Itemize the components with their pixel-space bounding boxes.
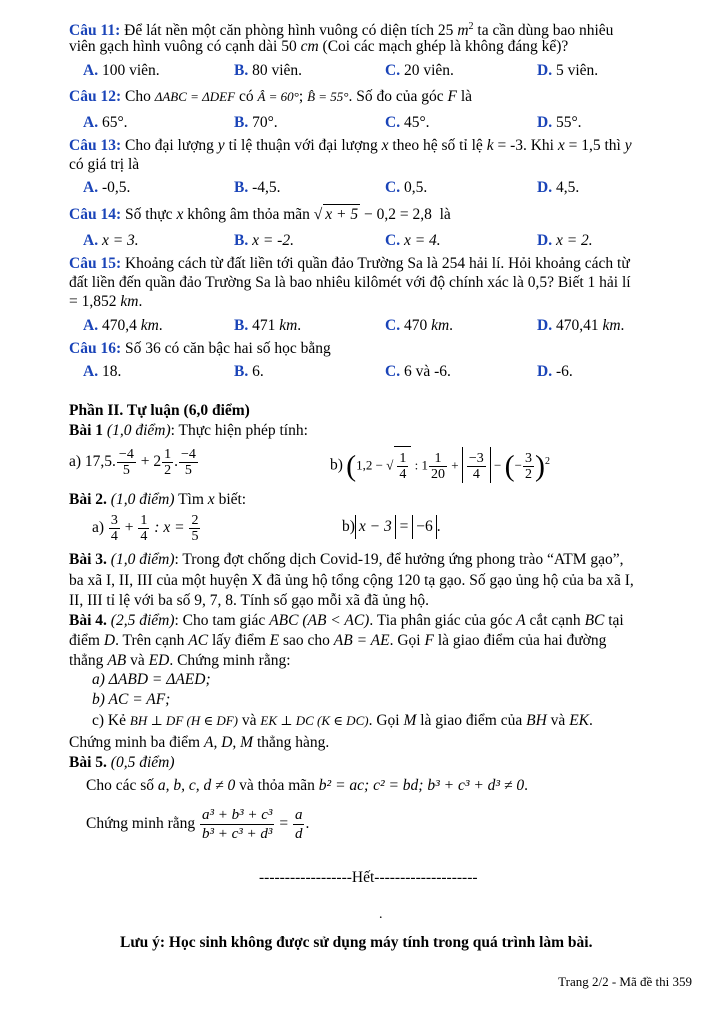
bai-2-part-a: a) $\frac{3}{4}$ + $\frac{1}{4}$ : x = $\frac{2}{5}$: [92, 512, 199, 544]
bai-4-line-1: Bài 4. (2,5 điểm): Cho tam giác ABC (AB < AC). Tia phân giác của góc A cắt cạnh BC tại: [69, 612, 624, 629]
q12-option-c: C. 45°.: [385, 114, 430, 131]
question-13-line-2: có giá trị là: [69, 156, 140, 173]
q14-option-d: D. x = 2.: [537, 232, 593, 249]
bai-1-part-b: b) (1,2 − √ $\frac{1}{4}$ : 1 $\frac{1}{20}$ + $\frac{-3}{4}$ − (− $\frac{3}{2}$ )$^2$: [330, 444, 550, 483]
bai-1-heading: Bài 1 (1,0 điểm): Thực hiện phép tính:: [69, 422, 308, 439]
triangle-equality: ΔABC = ΔDEF: [154, 89, 236, 104]
q11-option-b: B. 80 viên.: [234, 62, 303, 79]
stray-dot: .: [379, 907, 383, 922]
question-11-label: Câu 11:: [69, 22, 121, 40]
angle-b: B̂ = 55°: [307, 89, 349, 104]
bai-5-line-1: Cho các số a, b, c, d ≠ 0 và thỏa mãn b² = ac; c² = bd; b³ + c³ + d³ ≠ 0.: [86, 777, 528, 794]
question-14-line-1: Câu 14: Số thực x không âm thỏa mãn √ x + 5 − 0,2 = 2,8 là: [69, 206, 451, 223]
q13-option-d: D. 4,5.: [537, 179, 580, 196]
q15-option-d: D. 470,41 km.: [537, 317, 625, 334]
q14-option-c: C. x = 4.: [385, 232, 441, 249]
q11-option-d: D. 5 viên.: [537, 62, 599, 79]
angle-a: Â = 60°: [257, 89, 299, 104]
q13-option-c: C. 0,5.: [385, 179, 428, 196]
unit-m: m: [457, 22, 469, 40]
bai-4-line-3: thẳng AB và ED. Chứng minh rằng:: [69, 652, 291, 669]
question-11-text-2: ta cần dùng bao nhiêu: [473, 22, 614, 40]
unit-cm: cm: [300, 38, 319, 55]
end-marker: ------------------Hết--------------------: [259, 869, 478, 886]
bai-2-part-b: b) x − 3 = −6 .: [342, 515, 441, 539]
q16-option-d: D. -6.: [537, 363, 573, 380]
question-11-text-4: (Coi các mạch ghép là không đáng kể)?: [318, 38, 569, 55]
bai-4-line-2: điểm D. Trên cạnh AC lấy điểm E sao cho AB = AE. Gọi F là giao điểm của hai đường: [69, 632, 607, 649]
bai-3-line-1: Bài 3. (1,0 điểm): Trong đợt chống dịch Covid-19, để hưởng ứng phong trào “ATM gạo”,: [69, 551, 624, 568]
q11-option-a: A. 100 viên.: [83, 62, 160, 79]
q16-option-b: B. 6.: [234, 363, 264, 380]
q14-option-a: A. x = 3.: [83, 232, 139, 249]
q16-option-a: A. 18.: [83, 363, 122, 380]
question-14-label: Câu 14:: [69, 206, 122, 223]
q12-option-a: A. 65°.: [83, 114, 128, 131]
question-15-line-1: Câu 15: Khoảng cách từ đất liền tới quần đảo Trường Sa là 254 hải lí. Hỏi khoảng cách từ: [69, 255, 630, 272]
q15-option-c: C. 470 km.: [385, 317, 454, 334]
bai-1-part-a: a) 17,5. $\frac{-4}{5}$ + 2 $\frac{1}{2}$ . $\frac{-4}{5}$: [69, 446, 196, 478]
q12-option-b: B. 70°.: [234, 114, 278, 131]
q15-option-b: B. 471 km.: [234, 317, 302, 334]
question-11-line-2: [69, 37, 568, 57]
bai-4-last-line: Chứng minh ba điểm A, D, M thẳng hàng.: [69, 734, 330, 751]
q12-option-d: D. 55°.: [537, 114, 582, 131]
part-2-heading: Phần II. Tự luận (6,0 điểm): [69, 402, 250, 419]
question-12-label: Câu 12:: [69, 88, 122, 105]
question-15-line-2: đất liền đến quần đảo Trường Sa là bao nhiêu kilômét với độ chính xác là 0,5? Biết 1 hải lí: [69, 274, 631, 291]
sqrt-expression: x + 5: [325, 206, 359, 223]
q13-option-b: B. -4,5.: [234, 179, 281, 196]
question-15-label: Câu 15:: [69, 255, 122, 272]
bai-3-line-3: II, III tỉ lệ với ba số 9, 7, 8. Tính số gạo mỗi xã đã ủng hộ.: [69, 592, 430, 609]
question-11-text: Để lát nền một căn phòng hình vuông có diện tích 25: [124, 22, 458, 40]
q15-option-a: A. 470,4 km.: [83, 317, 163, 334]
bai-4-part-a: a) ΔABD = ΔAED;: [92, 671, 211, 688]
bai-5-line-2: Chứng minh rằng $\frac{\text{a³ + b³ + c³}}{\text{b³ + c³ + d³}}$ = $\frac{a}{d}$ .: [86, 806, 310, 842]
question-16-line-1: Câu 16: Số 36 có căn bậc hai số học bằng: [69, 340, 331, 357]
q11-option-c: C. 20 viên.: [385, 62, 454, 79]
q16-option-c: C. 6 và -6.: [385, 363, 451, 380]
question-11-text-3: viên gạch hình vuông có cạnh dài 50: [69, 38, 301, 55]
page-footer: Trang 2/2 - Mã đề thi 359: [558, 974, 692, 989]
bai-3-line-2: ba xã I, II, III của một huyện X đã ủng hộ tổng cộng 120 tạ gạo. Số gạo ủng hộ của ba xã I,: [69, 572, 634, 589]
bai-5-heading: Bài 5. (0,5 điểm): [69, 754, 175, 771]
bai-4-part-b: b) AC = AF;: [92, 691, 171, 708]
question-13-line-1: Câu 13: Cho đại lượng y tỉ lệ thuận với đại lượng x theo hệ số tỉ lệ k = -3. Khi x = 1,5 thì y: [69, 137, 632, 154]
question-15-line-3: = 1,852 km.: [69, 293, 143, 310]
bai-4-part-c: c) Kẻ BH ⊥ DF (H ∈ DF) và EK ⊥ DC (K ∈ DC). Gọi M là giao điểm của BH và EK.: [92, 712, 593, 729]
note: Lưu ý: Học sinh không được sử dụng máy tính trong quá trình làm bài.: [120, 934, 593, 951]
question-12-line-1: Câu 12: Cho ΔABC = ΔDEF có Â = 60°; B̂ = 55°. Số đo của góc F là: [69, 88, 473, 105]
question-16-label: Câu 16:: [69, 340, 122, 357]
bai-2-heading: Bài 2. (1,0 điểm) Tìm x biết:: [69, 491, 247, 508]
q13-option-a: A. -0,5.: [83, 179, 131, 196]
question-13-label: Câu 13:: [69, 137, 122, 154]
unit-exponent: 2: [468, 21, 474, 32]
q14-option-b: B. x = -2.: [234, 232, 294, 249]
